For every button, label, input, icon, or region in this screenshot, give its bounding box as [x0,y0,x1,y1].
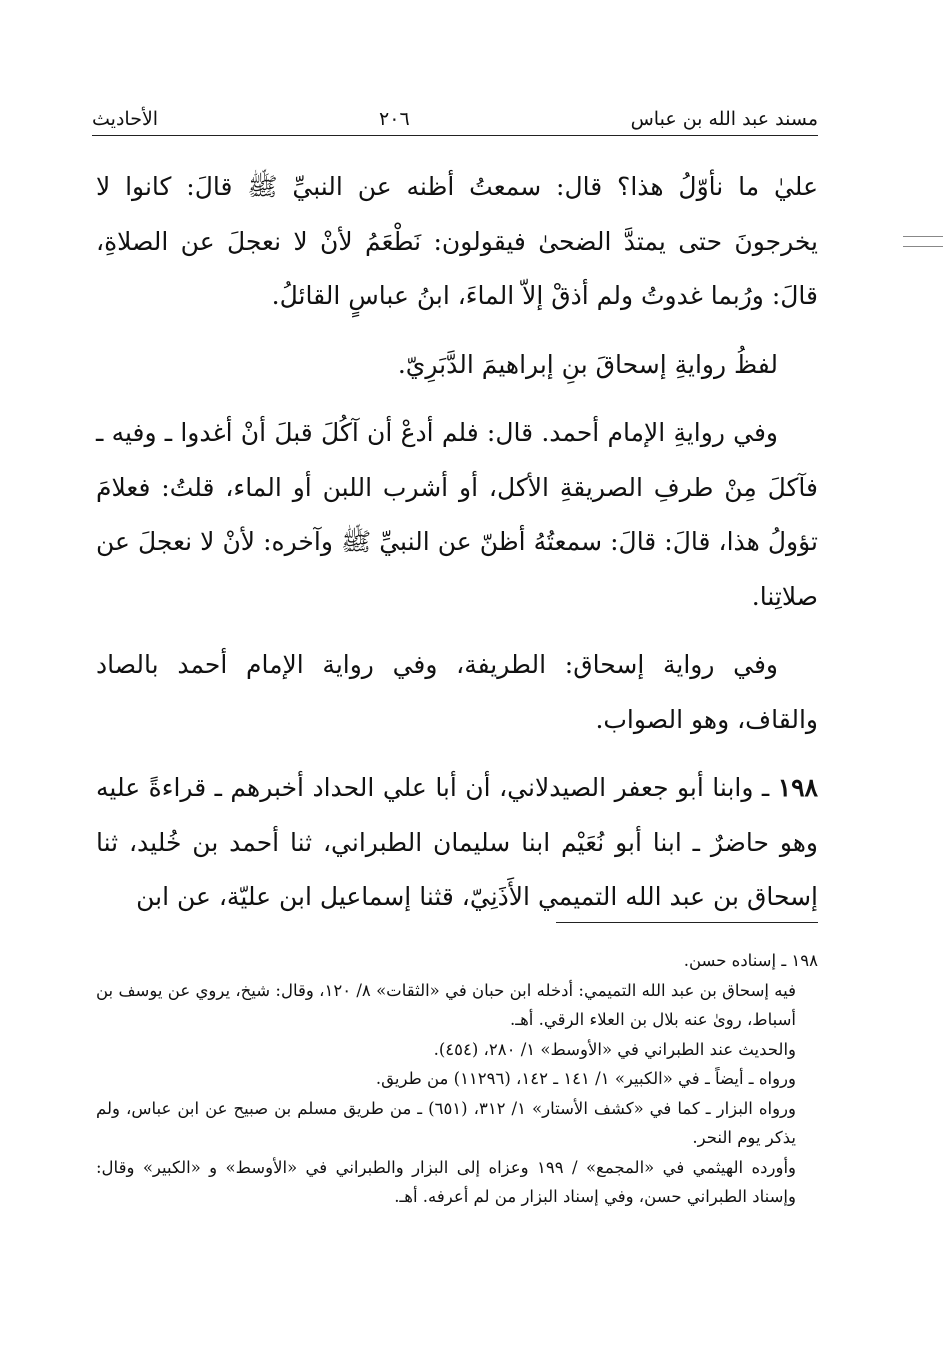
footnote-line-1: ١٩٨ ـ إسناده حسن. [683,951,818,970]
running-title-left: الأحاديث [92,108,159,130]
header-rule [92,135,818,136]
paragraph-2: لفظُ روايةِ إسحاقَ بنِ إبراهيمَ الدَّبَرِيّ. [397,349,778,379]
footnote-line-5: ورواه البزار ـ كما في «كشف الأستار» ١/ ٣١٢، (٦٥١) ـ من طريق مسلم بن صبيح عن ابن عباس، ولم يذكر يوم النحر. [96,1098,796,1147]
running-title-right: مسند عبد الله بن عباس [630,108,818,130]
footnote-separator [556,922,818,923]
main-text [96,160,818,939]
footnote-line-6: وأورده الهيثمي في «المجمع» / ١٩٩ وعزاه إلى البزار والطبراني في «الأوسط» و «الكبير» وقال: وإسناد الطبراني حسن، وفي إسناد البزار من لم أعرفه. أهـ. [96,1157,796,1206]
footnote-line-3: والحديث عند الطبراني في «الأوسط» ١/ ٢٨٠، (٤٥٤). [433,1039,796,1059]
page-number: ٢٠٦ [379,108,410,130]
paragraph-hadith-198 [96,761,818,925]
page-header [92,96,818,130]
footnote-line-2: فيه إسحاق بن عبد الله التميمي: أدخله ابن حبان في «الثقات» ٨/ ١٢٠، وقال: شيخ، يروي عن يوسف بن أسباط، روىٰ عنه بلال بن العلاء الرقي. أهـ. [96,980,796,1029]
footnotes [96,946,818,1212]
hadith-number: ١٩٨ [777,773,818,802]
paragraph-3: وفي روايةِ الإمام أحمد. قال: فلم أدعْ أن آكُلَ قبلَ أنْ أغدوا ـ وفيه ـ فآكلَ مِنْ طرفِ الصريقةِ الأكل، أو أشرب اللبن أو الماء، قلتُ: فعلامَ تؤولُ هذا، قالَ: قالَ: سمعتُهُ أظنّ عن النبيِّ ﷺ وآخره: لأنْ لا نعجلَ عن صلاتِنا. [96,418,818,611]
paragraph-4: وفي رواية إسحاق: الطريفة، وفي رواية الإمام أحمد بالصاد والقاف، وهو الصواب. [96,650,818,734]
paragraph-1: عليٰ ما نأوّلُ هذا؟ قال: سمعتُ أظنه عن النبيِّ ﷺ قالَ: كانوا لا يخرجونَ حتى يمتدَّ الضحىٰ فيقولون: نَطْعَمُ لأنْ لا نعجلَ عن الصلاةِ، قالَ: ورُبما غدوتُ ولم أذقْ إلاّ الماءَ، ابنُ عباسٍ القائلُ. [96,172,818,310]
footnote-line-4: ورواه ـ أيضاً ـ في «الكبير» ١/ ١٤١ ـ ١٤٢، (١١٢٩٦) من طريق. [375,1069,796,1088]
hadith-text: ـ وابنا أبو جعفر الصيدلاني، أن أبا علي الحداد أخبرهم ـ قراءةً عليه وهو حاضرٌ ـ ابنا أبو نُعَيْم ابنا سليمان الطبراني، ثنا أحمد بن خُليد، ثنا إسحاق بن عبد الله التميمي الأَذَنِيّ، قثنا إسماعيل ابن عليّة، عن ابن [96,773,818,911]
scan-margin-mark [903,236,943,258]
